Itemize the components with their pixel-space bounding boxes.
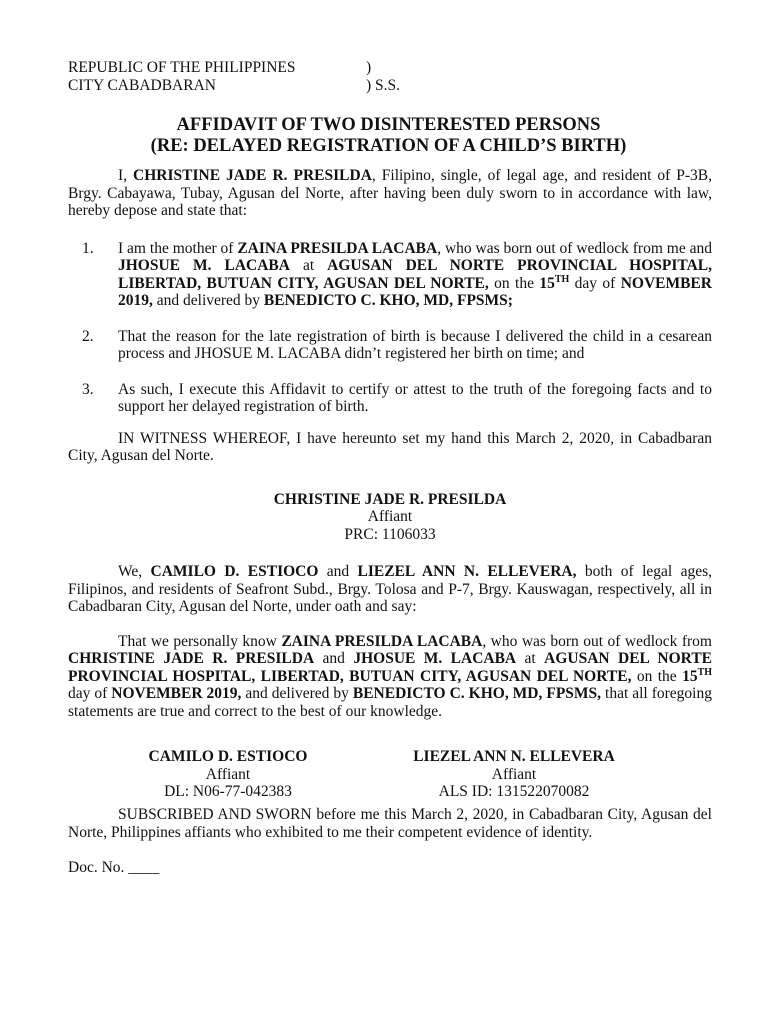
witness1-role: Affiant xyxy=(205,765,251,783)
know-text: , who was born out of wedlock from xyxy=(482,632,712,650)
item1-day-suffix: TH xyxy=(554,273,570,285)
witness2-id: ALS ID: 131522070082 xyxy=(438,783,590,800)
know-month: NOVEMBER 2019, xyxy=(111,685,242,702)
item3-text: As such, I execute this Affidavit to certify or attest to the truth of the foregoing facts and to support her delayed registration of birth. xyxy=(118,380,712,415)
know-hospital: AGUSAN DEL NORTE PROVINCIAL HOSPITAL, LIBERTAD, BUTUAN CITY, AGUSAN DEL NORTE, xyxy=(68,650,712,685)
item2-text: That the reason for the late registration of birth is because I delivered the child in a cesarean process and JHOSUE M. LACABA didn’t registered her birth on time; and xyxy=(118,327,712,362)
knowledge-paragraph xyxy=(68,633,712,721)
know-text: and xyxy=(314,650,354,667)
list-item xyxy=(82,240,712,310)
witness1-signature-block xyxy=(138,748,318,801)
item1-text: and delivered by xyxy=(152,292,264,309)
item1-text: at xyxy=(289,257,328,274)
item1-father-name: JHOSUE M. LACABA xyxy=(118,257,290,274)
we-text: both of legal ages, Filipinos, and residents of Seafront Subd., Brgy. Tolosa and P-7, Brgy. Kauswagan, respectively, all in Cabadbaran City, Agusan del Norte, under oath and say: xyxy=(68,563,712,615)
venue-city: CITY CABADBARAN xyxy=(68,77,216,94)
know-text: at xyxy=(516,650,545,667)
know-day xyxy=(682,668,712,685)
know-text: That we personally know xyxy=(118,632,282,650)
witnesses-paragraph xyxy=(68,563,712,616)
witness2-signature-block xyxy=(398,748,630,801)
know-doctor: BENEDICTO C. KHO, MD, FPSMS, xyxy=(352,685,602,702)
intro-paragraph xyxy=(68,167,712,220)
venue-mark-1: ) xyxy=(366,59,372,76)
list-number: 3. xyxy=(82,380,94,398)
witness2-sign-name: LIEZEL ANN N. ELLEVERA xyxy=(413,748,615,765)
item1-doctor: BENEDICTO C. KHO, MD, FPSMS; xyxy=(263,292,513,309)
title-line-1: AFFIDAVIT OF TWO DISINTERESTED PERSONS xyxy=(176,115,601,135)
witness1-sign-name: CAMILO D. ESTIOCO xyxy=(148,748,308,765)
know-mother-name: CHRISTINE JADE R. PRESILDA xyxy=(68,650,315,667)
we-text: We, xyxy=(118,563,151,580)
witness-signatures xyxy=(68,748,712,802)
item1-text: on the xyxy=(488,274,540,292)
witness-paragraph: IN WITNESS WHEREOF, I have hereunto set my hand this March 2, 2020, in Cabadbaran City, Agusan del Norte. xyxy=(68,429,712,464)
know-father-name: JHOSUE M. LACABA xyxy=(353,650,517,667)
affiant-signature-block xyxy=(68,491,712,544)
venue-republic: REPUBLIC OF THE PHILIPPINES xyxy=(68,59,296,76)
list-number: 2. xyxy=(82,327,94,345)
title-line-2: (RE: DELAYED REGISTRATION OF A CHILD’S BIRTH) xyxy=(150,136,627,156)
affiant-name: CHRISTINE JADE R. PRESILDA xyxy=(273,490,507,508)
list-number: 1. xyxy=(82,239,94,257)
know-day-number: 15 xyxy=(682,667,698,685)
item1-day xyxy=(539,275,569,292)
item1-month: NOVEMBER 2019, xyxy=(118,274,713,309)
know-text: that all foregoing statements are true and correct to the best of our knowledge. xyxy=(68,685,712,720)
witness2-name: LIEZEL ANN N. ELLEVERA, xyxy=(357,563,577,580)
know-child-name: ZAINA PRESILDA LACABA xyxy=(281,632,483,650)
we-text: and xyxy=(318,563,358,580)
intro-name: CHRISTINE JADE R. PRESILDA xyxy=(133,167,372,184)
item1-text: I am the mother of xyxy=(118,239,238,257)
venue-block xyxy=(68,59,712,95)
know-text: on the xyxy=(631,667,683,685)
witness2-role: Affiant xyxy=(491,765,537,783)
affiant-role: Affiant xyxy=(367,508,413,525)
witness1-id: DL: N06-77-042383 xyxy=(164,783,292,800)
document-title xyxy=(65,115,712,157)
item1-hospital: AGUSAN DEL NORTE PROVINCIAL HOSPITAL, LIBERTAD, BUTUAN CITY, AGUSAN DEL NORTE, xyxy=(118,257,712,292)
witness1-name: CAMILO D. ESTIOCO xyxy=(150,563,319,580)
know-text: day of xyxy=(68,685,112,702)
item1-text: , who was born out of wedlock from me and xyxy=(437,239,712,257)
intro-text-1: I, xyxy=(118,167,134,184)
item1-text: day of xyxy=(569,274,621,292)
affiant-id: PRC: 1106033 xyxy=(344,525,436,543)
know-text: and delivered by xyxy=(241,685,353,702)
statement-list xyxy=(68,240,712,416)
list-item xyxy=(82,381,712,416)
item1-day-number: 15 xyxy=(539,274,555,292)
doc-number: Doc. No. ____ xyxy=(68,859,160,876)
item1-child-name: ZAINA PRESILDA LACABA xyxy=(237,239,438,257)
know-day-suffix: TH xyxy=(697,666,713,678)
venue-ss: ) S.S. xyxy=(366,77,401,94)
list-item xyxy=(82,328,712,363)
subscribed-paragraph: SUBSCRIBED AND SWORN before me this March 2, 2020, in Cabadbaran City, Agusan del Norte, Philippines affiants who exhibited to me their competent evidence of identity. xyxy=(68,806,712,841)
intro-text-2: , Filipino, single, of legal age, and resident of P-3B, Brgy. Cabayawa, Tubay, Agusan del Norte, after having been duly sworn to in accordance with law, hereby depose and state that: xyxy=(68,167,713,219)
